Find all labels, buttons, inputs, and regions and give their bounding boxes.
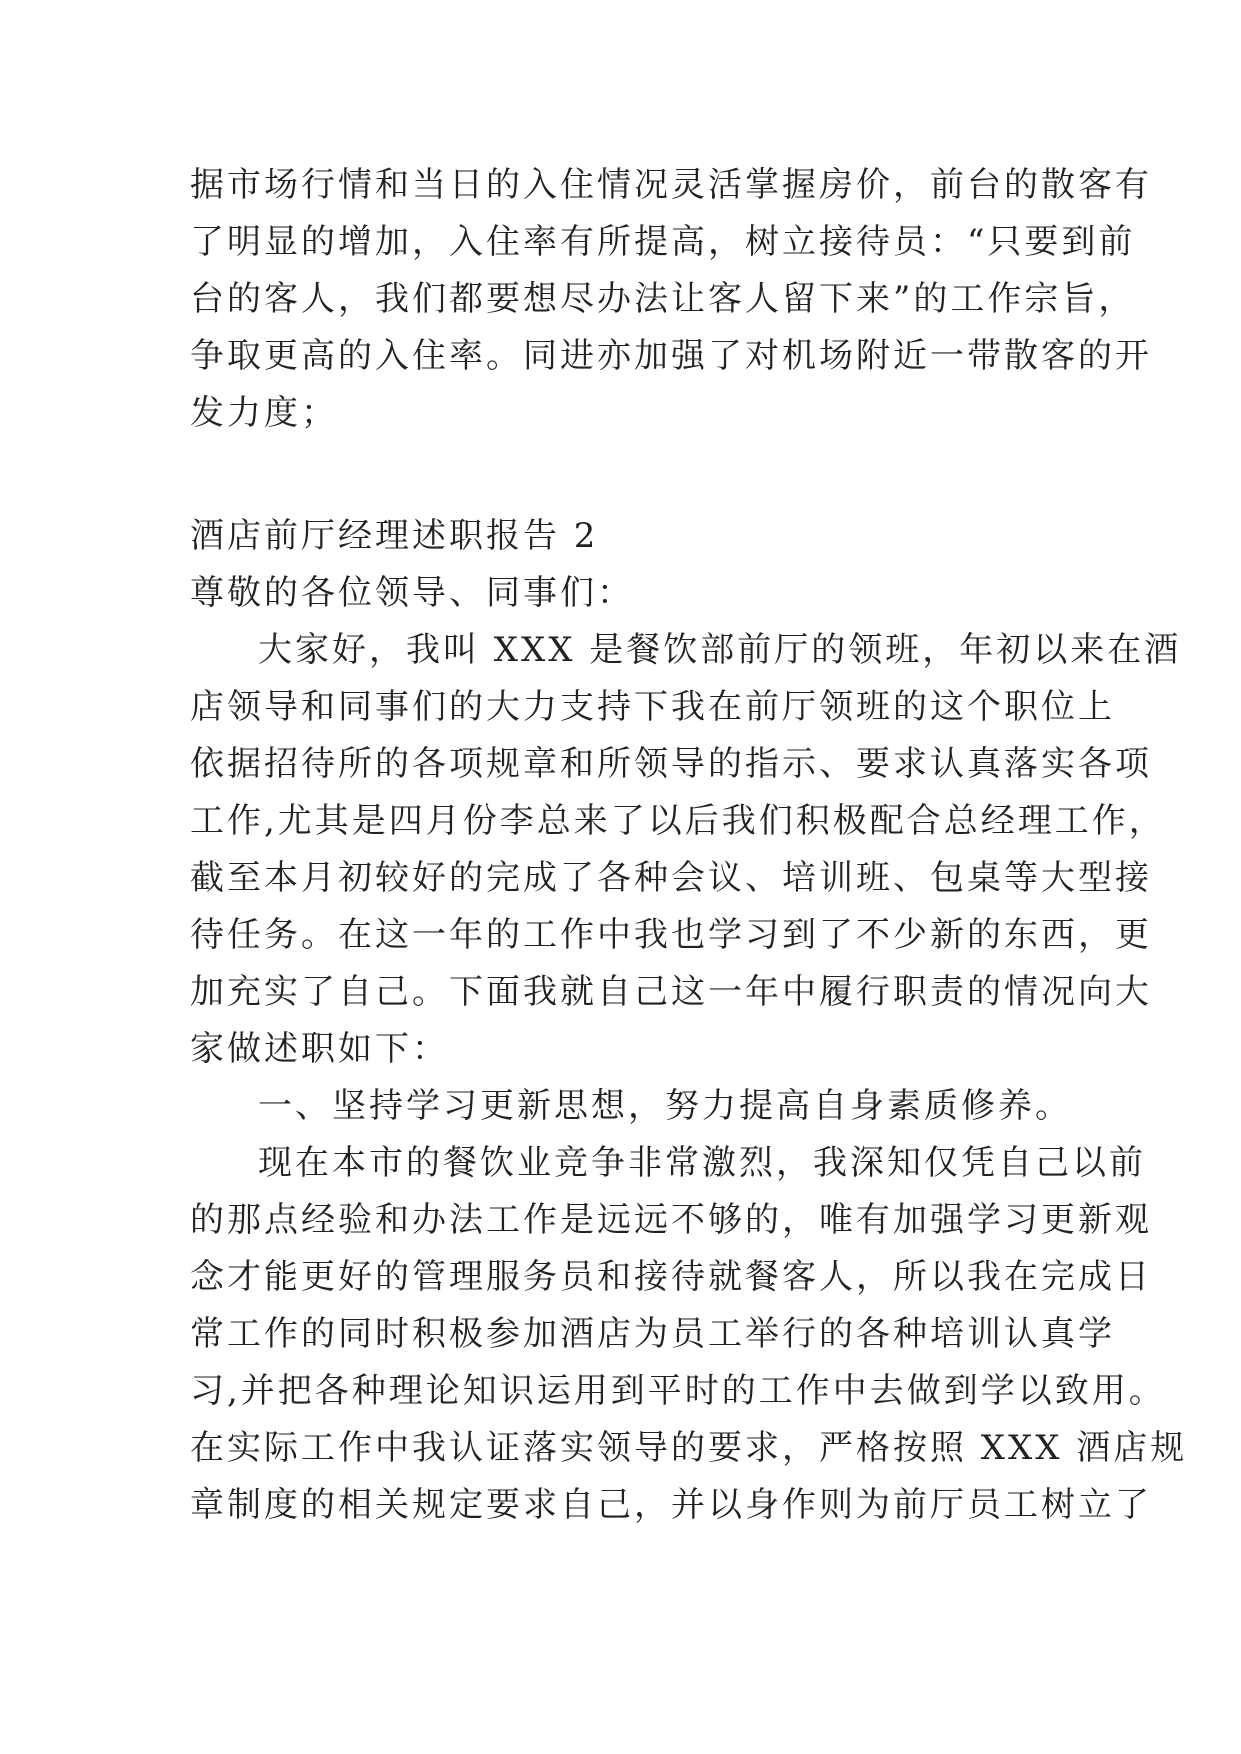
text-line: 念才能更好的管理服务员和接待就餐客人，所以我在完成日 <box>190 1257 1152 1297</box>
text-line: 家做述职如下： <box>190 1029 449 1069</box>
text-line: 现在本市的餐饮业竞争非常激烈，我深知仅凭自己以前 <box>258 1143 1146 1183</box>
text-line: 台的客人，我们都要想尽办法让客人留下来”的工作宗旨， <box>190 279 1136 319</box>
intro-paragraph <box>190 157 1152 442</box>
section-heading: 一、坚持学习更新思想，努力提高自身素质修养。 <box>258 1086 1072 1126</box>
text-line: 大家好，我叫 XXX 是餐饮部前厅的领班，年初以来在酒 <box>258 630 1182 670</box>
text-line: 争取更高的入住率。同进亦加强了对机场附近一带散客的开 <box>190 336 1152 376</box>
report-section <box>190 508 1188 1534</box>
text-line: 店领导和同事们的大力支持下我在前厅领班的这个职位上 <box>190 687 1115 727</box>
text-line: 工作,尤其是四月份李总来了以后我们积极配合总经理工作， <box>190 801 1166 841</box>
text-line: 了明显的增加，入住率有所提高，树立接待员：“只要到前 <box>190 222 1136 262</box>
text-line: 的那点经验和办法工作是远远不够的，唯有加强学习更新观 <box>190 1200 1152 1240</box>
text-line: 截至本月初较好的完成了各种会议、培训班、包桌等大型接 <box>190 858 1152 898</box>
report-title: 酒店前厅经理述职报告 2 <box>190 516 599 556</box>
salutation: 尊敬的各位领导、同事们： <box>190 573 634 613</box>
text-line: 章制度的相关规定要求自己，并以身作则为前厅员工树立了 <box>190 1485 1152 1525</box>
text-line: 常工作的同时积极参加酒店为员工举行的各种培训认真学 <box>190 1314 1115 1354</box>
text-line: 习,并把各种理论知识运用到平时的工作中去做到学以致用。 <box>190 1371 1166 1411</box>
text-line: 据市场行情和当日的入住情况灵活掌握房价，前台的散客有 <box>190 165 1152 205</box>
text-line: 待任务。在这一年的工作中我也学习到了不少新的东西，更 <box>190 915 1152 955</box>
text-line: 加充实了自己。下面我就自己这一年中履行职责的情况向大 <box>190 972 1152 1012</box>
text-line: 依据招待所的各项规章和所领导的指示、要求认真落实各项 <box>190 744 1152 784</box>
text-line: 发力度； <box>190 393 338 433</box>
text-line: 在实际工作中我认证落实领导的要求，严格按照 XXX 酒店规 <box>190 1428 1188 1468</box>
